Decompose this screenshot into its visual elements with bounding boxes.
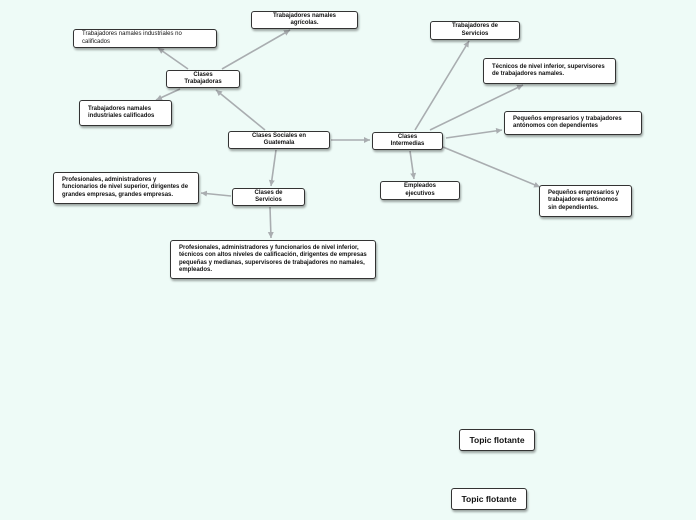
- connector-intermedias-to-empleados: [410, 151, 414, 179]
- node-profesionales-superior[interactable]: Profesionales, administradores y funcionarios de nivel superior, dirigentes de grandes empresas, grandes empresas.: [53, 172, 199, 204]
- node-trabajadores-agricolas[interactable]: Trabajadores namales agrícolas.: [251, 11, 358, 29]
- node-topic-flotante-2[interactable]: Topic flotante: [451, 488, 527, 510]
- node-tecnicos-nivel-inferior[interactable]: Técnicos de nivel inferior, supervisores de trabajadores namales.: [483, 58, 616, 84]
- node-root[interactable]: Clases Sociales en Guatemala: [228, 131, 330, 149]
- node-trabajadores-calificados[interactable]: Trabajadores namales industriales calificados: [79, 100, 172, 126]
- connector-root-to-servicios: [271, 150, 276, 186]
- node-pequenos-con-dependientes[interactable]: Pequeños empresarios y trabajadores antónomos con dependientes: [504, 111, 642, 135]
- connector-trabajadoras-to-no-calificados: [158, 48, 188, 69]
- node-clases-intermedias[interactable]: Clases Intermedias: [372, 132, 443, 150]
- connector-root-to-trabajadoras: [216, 90, 265, 130]
- node-empleados-ejecutivos[interactable]: Empleados ejecutivos: [380, 181, 460, 200]
- node-trabajadores-servicios[interactable]: Trabajadores de Servicios: [430, 21, 520, 40]
- connector-servicios-to-profesionales-sup: [201, 193, 231, 196]
- node-profesionales-inferior[interactable]: Profesionales, administradores y funcionarios de nivel inferior, técnicos con altos niveles de calificación, dirigentes de empresas pequeñas y medianas, supervisores de trabajadores no namales, empleados.: [170, 240, 376, 279]
- node-clases-servicios[interactable]: Clases de Servicios: [232, 188, 305, 206]
- connector-trabajadoras-to-agricolas: [222, 30, 290, 69]
- connector-trabajadoras-to-calificados: [156, 89, 180, 100]
- connector-intermedias-to-pequenos-dep: [446, 130, 502, 138]
- connector-servicios-to-profesionales-inf: [270, 207, 271, 238]
- node-trabajadores-no-calificados[interactable]: Trabajadores namales industriales no calificados: [73, 29, 217, 48]
- node-pequenos-sin-dependientes[interactable]: Pequeños empresarios y trabajadores antónomos sin dependientes.: [539, 185, 632, 217]
- node-topic-flotante-1[interactable]: Topic flotante: [459, 429, 535, 451]
- node-clases-trabajadoras[interactable]: Clases Trabajadoras: [166, 70, 240, 88]
- connector-intermedias-to-servicios-trab: [415, 41, 469, 130]
